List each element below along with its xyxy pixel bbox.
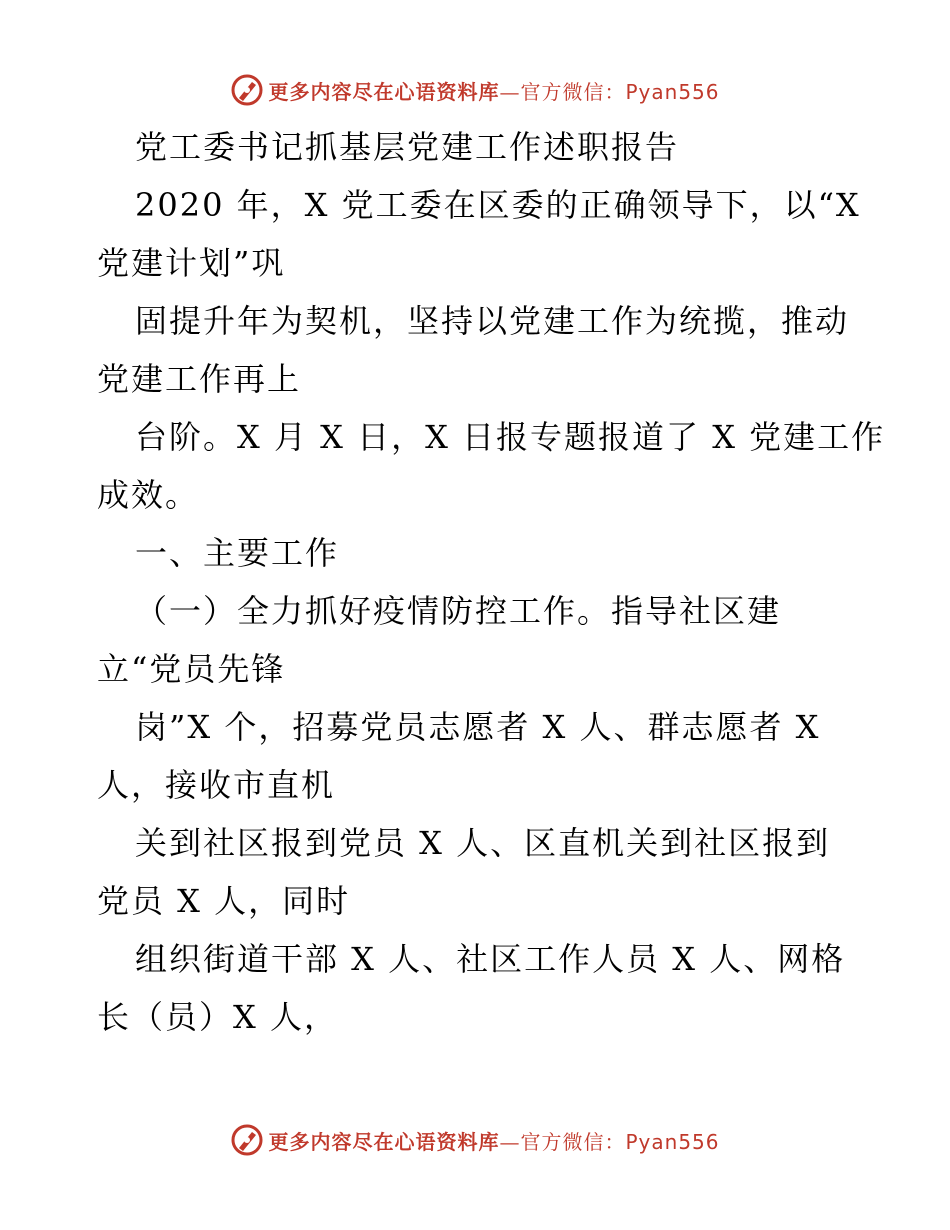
- paragraph-line: 关到社区报到党员 X 人、区直机关到社区报到: [135, 824, 831, 862]
- paragraph-line: 组织街道干部 X 人、社区工作人员 X 人、网格: [135, 940, 846, 978]
- paragraph-line: 立“党员先锋: [97, 650, 286, 688]
- paragraph-line: 台阶。X 月 X 日，X 日报专题报道了 X 党建工作: [135, 418, 886, 456]
- paragraph-line: 人，接收市直机: [97, 766, 336, 804]
- banner-main: 更多内容尽在心语资料库: [268, 1129, 500, 1154]
- banner-wechat-label: 官方微信：: [520, 1129, 626, 1154]
- banner-text: [268, 76, 719, 105]
- paragraph-line: 2020 年，X 党工委在区委的正确领导下，以“X: [135, 186, 861, 224]
- banner-separator: —: [499, 1129, 521, 1154]
- banner-separator: —: [499, 79, 521, 104]
- document-body: [97, 118, 886, 1046]
- paragraph-line: 党建工作再上: [97, 360, 302, 398]
- footer-banner: [0, 1120, 950, 1160]
- banner-text: [268, 1126, 719, 1155]
- paragraph-line: 党建计划”巩: [97, 244, 286, 282]
- paragraph-line: 岗”X 个，招募党员志愿者 X 人、群志愿者 X: [135, 708, 821, 746]
- banner-main: 更多内容尽在心语资料库: [268, 79, 500, 104]
- paragraph-line: （一）全力抓好疫情防控工作。指导社区建: [135, 592, 782, 630]
- banner-wechat-id: Pyan556: [625, 79, 720, 104]
- header-banner: [0, 70, 950, 110]
- section-heading: 一、主要工作: [135, 534, 340, 572]
- pen-logo-icon: [230, 1123, 264, 1157]
- pen-logo-icon: [230, 73, 264, 107]
- paragraph-line: 长（员）X 人，: [97, 998, 338, 1036]
- paragraph-line: 党员 X 人，同时: [97, 882, 351, 920]
- paragraph-line: 成效。: [97, 476, 200, 514]
- banner-wechat-label: 官方微信：: [520, 79, 626, 104]
- document-title: 党工委书记抓基层党建工作述职报告: [135, 128, 680, 166]
- banner-wechat-id: Pyan556: [625, 1129, 720, 1154]
- paragraph-line: 固提升年为契机，坚持以党建工作为统揽，推动: [135, 302, 850, 340]
